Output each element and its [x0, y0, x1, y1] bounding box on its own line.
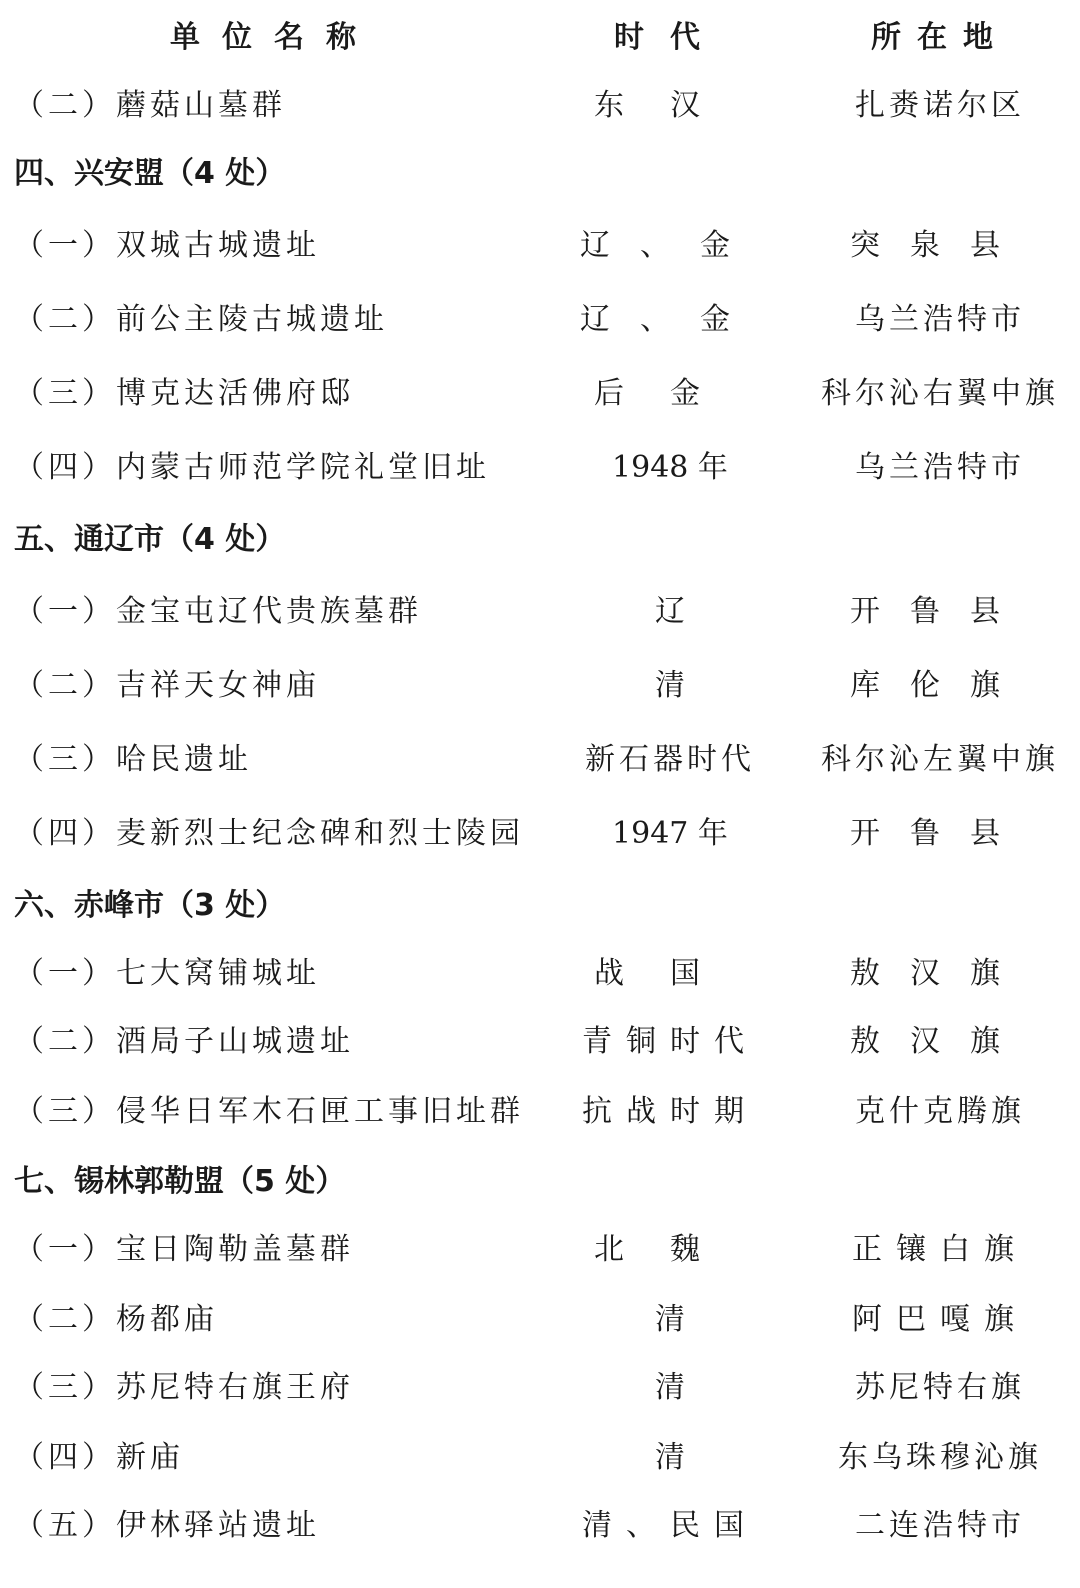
table-row [0, 1226, 1080, 1274]
site-location: 阿巴嘎旗 [852, 1302, 1028, 1337]
site-name: （一）双城古城遗址 [14, 228, 320, 263]
table-row [0, 588, 1080, 636]
table-row [0, 82, 1080, 130]
table-row [0, 1502, 1080, 1550]
site-era: 新石器时代 [585, 742, 755, 777]
site-location: 乌兰浩特市 [855, 302, 1025, 337]
table-row [0, 1296, 1080, 1344]
site-location: 科尔沁右翼中旗 [821, 376, 1059, 411]
table-row [0, 662, 1080, 710]
site-era: 东汉 [594, 88, 746, 123]
table-row [0, 296, 1080, 344]
section-heading [0, 882, 1080, 930]
site-era: 清 [655, 1370, 685, 1405]
site-name: （五）伊林驿站遗址 [14, 1508, 320, 1543]
site-era: 战国 [594, 956, 746, 991]
site-name: （二）杨都庙 [14, 1302, 218, 1337]
table-row [0, 810, 1080, 858]
site-location: 科尔沁左翼中旗 [821, 742, 1059, 777]
site-name: （一）七大窝铺城址 [14, 956, 320, 991]
site-location: 突泉县 [850, 228, 1030, 263]
site-location: 库伦旗 [850, 668, 1030, 703]
site-era: 1947 年 [612, 816, 728, 851]
site-era: 清 [655, 668, 685, 703]
site-era: 清 [655, 1302, 685, 1337]
table-row [0, 736, 1080, 784]
header-location: 所在地 [871, 20, 1009, 55]
site-name: （四）新庙 [14, 1440, 184, 1475]
header-name: 单位名称 [170, 20, 378, 55]
site-location: 敖汉旗 [850, 1024, 1030, 1059]
site-name: （四）内蒙古师范学院礼堂旧址 [14, 450, 490, 485]
table-row [0, 444, 1080, 492]
site-name: （一）宝日陶勒盖墓群 [14, 1232, 354, 1267]
site-era: 1948 年 [612, 450, 728, 485]
site-name: （三）哈民遗址 [14, 742, 252, 777]
site-era: 辽、金 [580, 302, 760, 337]
site-name: （三）博克达活佛府邸 [14, 376, 354, 411]
site-name: （三）侵华日军木石匣工事旧址群 [14, 1094, 524, 1129]
site-location: 正镶白旗 [852, 1232, 1028, 1267]
table-row [0, 1018, 1080, 1066]
site-era: 辽 [655, 594, 685, 629]
site-location: 乌兰浩特市 [855, 450, 1025, 485]
site-name: （二）蘑菇山墓群 [14, 88, 286, 123]
table-row [0, 222, 1080, 270]
site-name: （四）麦新烈士纪念碑和烈士陵园 [14, 816, 524, 851]
site-era: 青铜时代 [582, 1024, 758, 1059]
table-header [0, 14, 1080, 62]
site-era: 辽、金 [580, 228, 760, 263]
table-row [0, 1364, 1080, 1412]
site-location: 敖汉旗 [850, 956, 1030, 991]
site-location: 开鲁县 [850, 816, 1030, 851]
table-row [0, 950, 1080, 998]
site-era: 抗战时期 [582, 1094, 758, 1129]
site-location: 东乌珠穆沁旗 [838, 1440, 1042, 1475]
site-era: 清 [655, 1440, 685, 1475]
site-name: （一）金宝屯辽代贵族墓群 [14, 594, 422, 629]
section-title: 四、兴安盟（4 处） [14, 156, 286, 191]
header-era: 时代 [614, 20, 726, 55]
section-heading [0, 1158, 1080, 1206]
site-era: 清、民国 [582, 1508, 758, 1543]
site-name: （二）酒局子山城遗址 [14, 1024, 354, 1059]
site-location: 开鲁县 [850, 594, 1030, 629]
table-row [0, 1088, 1080, 1136]
section-heading [0, 516, 1080, 564]
section-title: 六、赤峰市（3 处） [14, 888, 286, 923]
section-title: 五、通辽市（4 处） [14, 522, 286, 557]
site-era: 后金 [594, 376, 746, 411]
site-location: 苏尼特右旗 [855, 1370, 1025, 1405]
site-name: （二）前公主陵古城遗址 [14, 302, 388, 337]
section-title: 七、锡林郭勒盟（5 处） [14, 1164, 346, 1199]
site-era: 北魏 [594, 1232, 746, 1267]
table-row [0, 370, 1080, 418]
site-location: 克什克腾旗 [855, 1094, 1025, 1129]
site-name: （二）吉祥天女神庙 [14, 668, 320, 703]
section-heading [0, 150, 1080, 198]
site-location: 扎赉诺尔区 [855, 88, 1025, 123]
table-row [0, 1434, 1080, 1482]
site-name: （三）苏尼特右旗王府 [14, 1370, 354, 1405]
site-location: 二连浩特市 [855, 1508, 1025, 1543]
